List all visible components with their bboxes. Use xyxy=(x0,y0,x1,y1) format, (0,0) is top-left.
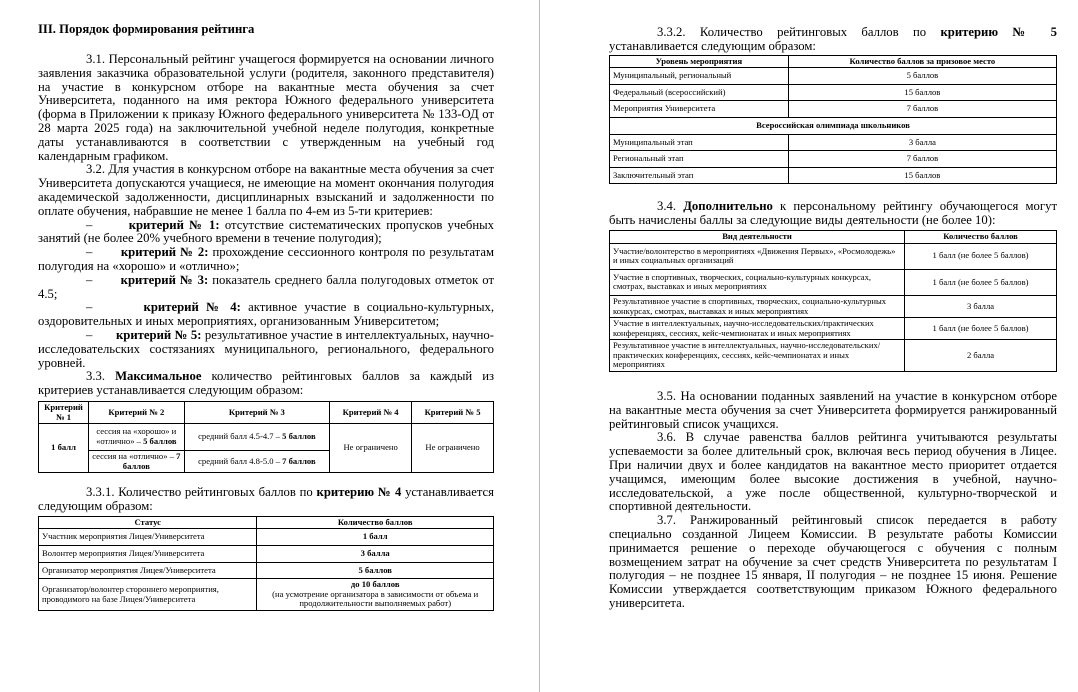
table-row xyxy=(610,269,1057,295)
extra-activities-table xyxy=(609,230,1057,372)
section-heading: III. Порядок формирования рейтинга xyxy=(38,22,255,36)
table-cell: Федеральный (всероссийский) xyxy=(610,84,789,101)
table-header: Критерий № 4 xyxy=(330,401,412,423)
table-header: Критерий № 1 xyxy=(39,401,89,423)
table-cell: 3 балла xyxy=(257,546,494,563)
criterion-5: – критерий № 5: результативное участие в интеллектуальных, научно-исследовательских состязаниях муниципального, регионального, федерального уровней. xyxy=(38,327,494,370)
table-header: Количество баллов за призовое место xyxy=(788,55,1056,68)
paragraph-3-5: 3.5. На основании поданных заявлений на участие в конкурсном отборе на вакантные места обучения за счет Университета формируется ранжированный рейтинговый список учащихся. xyxy=(609,389,1057,431)
table-row xyxy=(610,243,1057,269)
table-cell: Заключительный этап xyxy=(610,167,789,184)
table-header: Уровень мероприятия xyxy=(610,55,789,68)
table-header: Критерий № 5 xyxy=(412,401,494,423)
max-points-table xyxy=(38,401,494,473)
table-cell: 1 балл (не более 5 баллов) xyxy=(905,269,1057,295)
table-cell: 7 баллов xyxy=(788,151,1056,168)
criterion-4: – критерий № 4: активное участие в социально-культурных, оздоровительных и иных мероприятиях, организованным Университетом; xyxy=(38,300,495,329)
table-cell: Результативное участие в интеллектуальных, научно-исследовательских/практических конференциях, сессиях, кейс-чемпионатах и иных мероприятиях xyxy=(610,340,905,372)
table-row xyxy=(39,529,494,546)
table-row xyxy=(610,134,1057,151)
criterion-4-table xyxy=(38,516,494,611)
table-header: Критерий № 3 xyxy=(184,401,330,423)
paragraph-3-3: 3.3. Максимальное количество рейтинговых баллов за каждый из критериев устанавливается следующим образом: xyxy=(38,369,495,398)
page-divider xyxy=(539,0,540,692)
table-cell: Муниципальный, региональный xyxy=(610,68,789,85)
table-cell: 1 балл (не более 5 баллов) xyxy=(905,318,1057,340)
table-cell: Волонтер мероприятия Лицея/Университета xyxy=(39,546,257,563)
right-page xyxy=(541,0,1078,692)
table-row xyxy=(610,295,1057,317)
criterion-3: – критерий № 3: показатель среднего балла полугодовых отметок от 4.5; xyxy=(38,272,494,301)
table-cell: до 10 баллов (на усмотрение организатора в зависимости от объема и продолжительности выполняемых работ) xyxy=(257,579,494,611)
table-cell: Участник мероприятия Лицея/Университета xyxy=(39,529,257,546)
table-row xyxy=(39,546,494,563)
table-cell: 5 баллов xyxy=(257,562,494,579)
paragraph-3-6: 3.6. В случае равенства баллов рейтинга учитываются результаты успеваемости за более длительный срок, включая весь период обучения в Лицее. При наличии двух и более кандидатов на вакантное место приоритет отдается учащимся, имеющим более высокие достижения в учебной, научно-исследовательской, а уже после общественной, культурно-творческой и спортивной деятельности. xyxy=(609,430,1057,514)
table-cell: Не ограничено xyxy=(412,424,494,473)
table-header: Вид деятельности xyxy=(610,230,905,243)
table-cell: 1 балл xyxy=(257,529,494,546)
table-cell: Участие в спортивных, творческих, социально-культурных конкурсах, смотрах, выставках и иных мероприятиях xyxy=(610,269,905,295)
table-cell: сессия на «отлично» – 7 баллов xyxy=(89,450,185,473)
criterion-5-table xyxy=(609,55,1057,185)
table-header: Количество баллов xyxy=(905,230,1057,243)
table-row xyxy=(610,68,1057,85)
paragraph-3-1: 3.1. Персональный рейтинг учащегося формируется на основании личного заявления заказчика образовательной услуги (родителя, законного представителя) на участие в конкурсном отборе на вакантные места обучения за счет Университета, поданного на имя ректора Южного федерального университета (форма в Приложении к приказу Южного федерального университета № 133-ОД от 28 марта 2025 года) на заключительной учебной неделе полугодия, конкретные даты устанавливаются в соответствии с утвержденным на учебный год календарным графиком. xyxy=(38,52,494,163)
table-row xyxy=(610,318,1057,340)
paragraph-3-7: 3.7. Ранжированный рейтинговый список передается в работу специально созданной Лицеем Комиссии. В результате работы Комиссии принимается решение о переходе обучающегося с обучения с полным возмещением затрат на обучение за счет средств Университета по результатам I полугодия – не позднее 15 января, II полугодия – не позднее 15 июня. Решение Комиссии утверждается соответствующим приказом Южного федерального университета. xyxy=(609,513,1057,611)
table-cell: 15 баллов xyxy=(788,84,1056,101)
table-cell: Результативное участие в спортивных, творческих, социально-культурных конкурсах, смотрах, выставках и иных мероприятиях xyxy=(610,295,905,317)
table-row xyxy=(39,579,494,611)
olympiad-subheader: Всероссийская олимпиада школьников xyxy=(610,117,1057,134)
table-cell: Не ограничено xyxy=(330,424,412,473)
table-cell: 2 балла xyxy=(905,340,1057,372)
table-cell: 1 балл (не более 5 баллов) xyxy=(905,243,1057,269)
table-row xyxy=(610,84,1057,101)
table-cell: 5 баллов xyxy=(788,68,1056,85)
table-row xyxy=(610,117,1057,134)
table-row xyxy=(610,340,1057,372)
table-cell: Муниципальный этап xyxy=(610,134,789,151)
criterion-1: – критерий № 1: отсутствие систематических пропусков учебных занятий (не более 20% учебного времени в течение полугодия); xyxy=(38,217,494,246)
table-cell: Организатор/волонтер стороннего мероприятия, проводимого на базе Лицея/Университета xyxy=(39,579,257,611)
table-row xyxy=(610,151,1057,168)
paragraph-3-4: 3.4. Дополнительно к персональному рейтингу обучающегося могут быть начислены баллы за следующие виды деятельности (не более 10): xyxy=(609,199,1057,228)
paragraph-3-3-2: 3.3.2. Количество рейтинговых баллов по критерию № 5 устанавливается следующим образом: xyxy=(609,25,1058,53)
table-cell: Участие/волонтерство в мероприятиях «Движения Первых», «Росмолодежь» и иных социальных организаций xyxy=(610,243,905,269)
table-cell: сессия на «хорошо» и «отлично» – 5 баллов xyxy=(89,424,185,451)
table-cell: 3 балла xyxy=(788,134,1056,151)
table-cell: Региональный этап xyxy=(610,151,789,168)
table-row xyxy=(610,167,1057,184)
table-cell: средний балл 4.5-4.7 – 5 баллов xyxy=(184,424,330,451)
table-cell: 15 баллов xyxy=(788,167,1056,184)
table-cell: Организатор мероприятия Лицея/Университета xyxy=(39,562,257,579)
table-header: Количество баллов xyxy=(257,516,494,529)
table-cell: средний балл 4.8-5.0 – 7 баллов xyxy=(184,450,330,473)
table-cell: Мероприятия Университета xyxy=(610,101,789,118)
paragraph-3-2: 3.2. Для участия в конкурсном отборе на вакантные места обучения за счет Университета допускаются учащиеся, не имеющие на момент окончания полугодия академической задолженности, дисциплинарных взысканий и задолженности по оплате обучения, набравшие не менее 1 балла по 4-ем из 5-ти критериев: xyxy=(38,162,494,218)
table-row xyxy=(610,101,1057,118)
table-cell: 7 баллов xyxy=(788,101,1056,118)
table-row xyxy=(39,562,494,579)
table-cell: 3 балла xyxy=(905,295,1057,317)
table-header: Статус xyxy=(39,516,257,529)
paragraph-3-3-1: 3.3.1. Количество рейтинговых баллов по критерию № 4 устанавливается следующим образом: xyxy=(38,485,494,514)
table-header: Критерий № 2 xyxy=(89,401,185,423)
criterion-2: – критерий № 2: прохождение сессионного контроля по результатам полугодия на «хорошо» и «отлично»; xyxy=(38,245,494,273)
table-cell: 1 балл xyxy=(39,424,89,473)
table-cell: Участие в интеллектуальных, научно-исследовательских/практических конференциях, сессиях, кейс-чемпионатах и иных мероприятиях xyxy=(610,318,905,340)
